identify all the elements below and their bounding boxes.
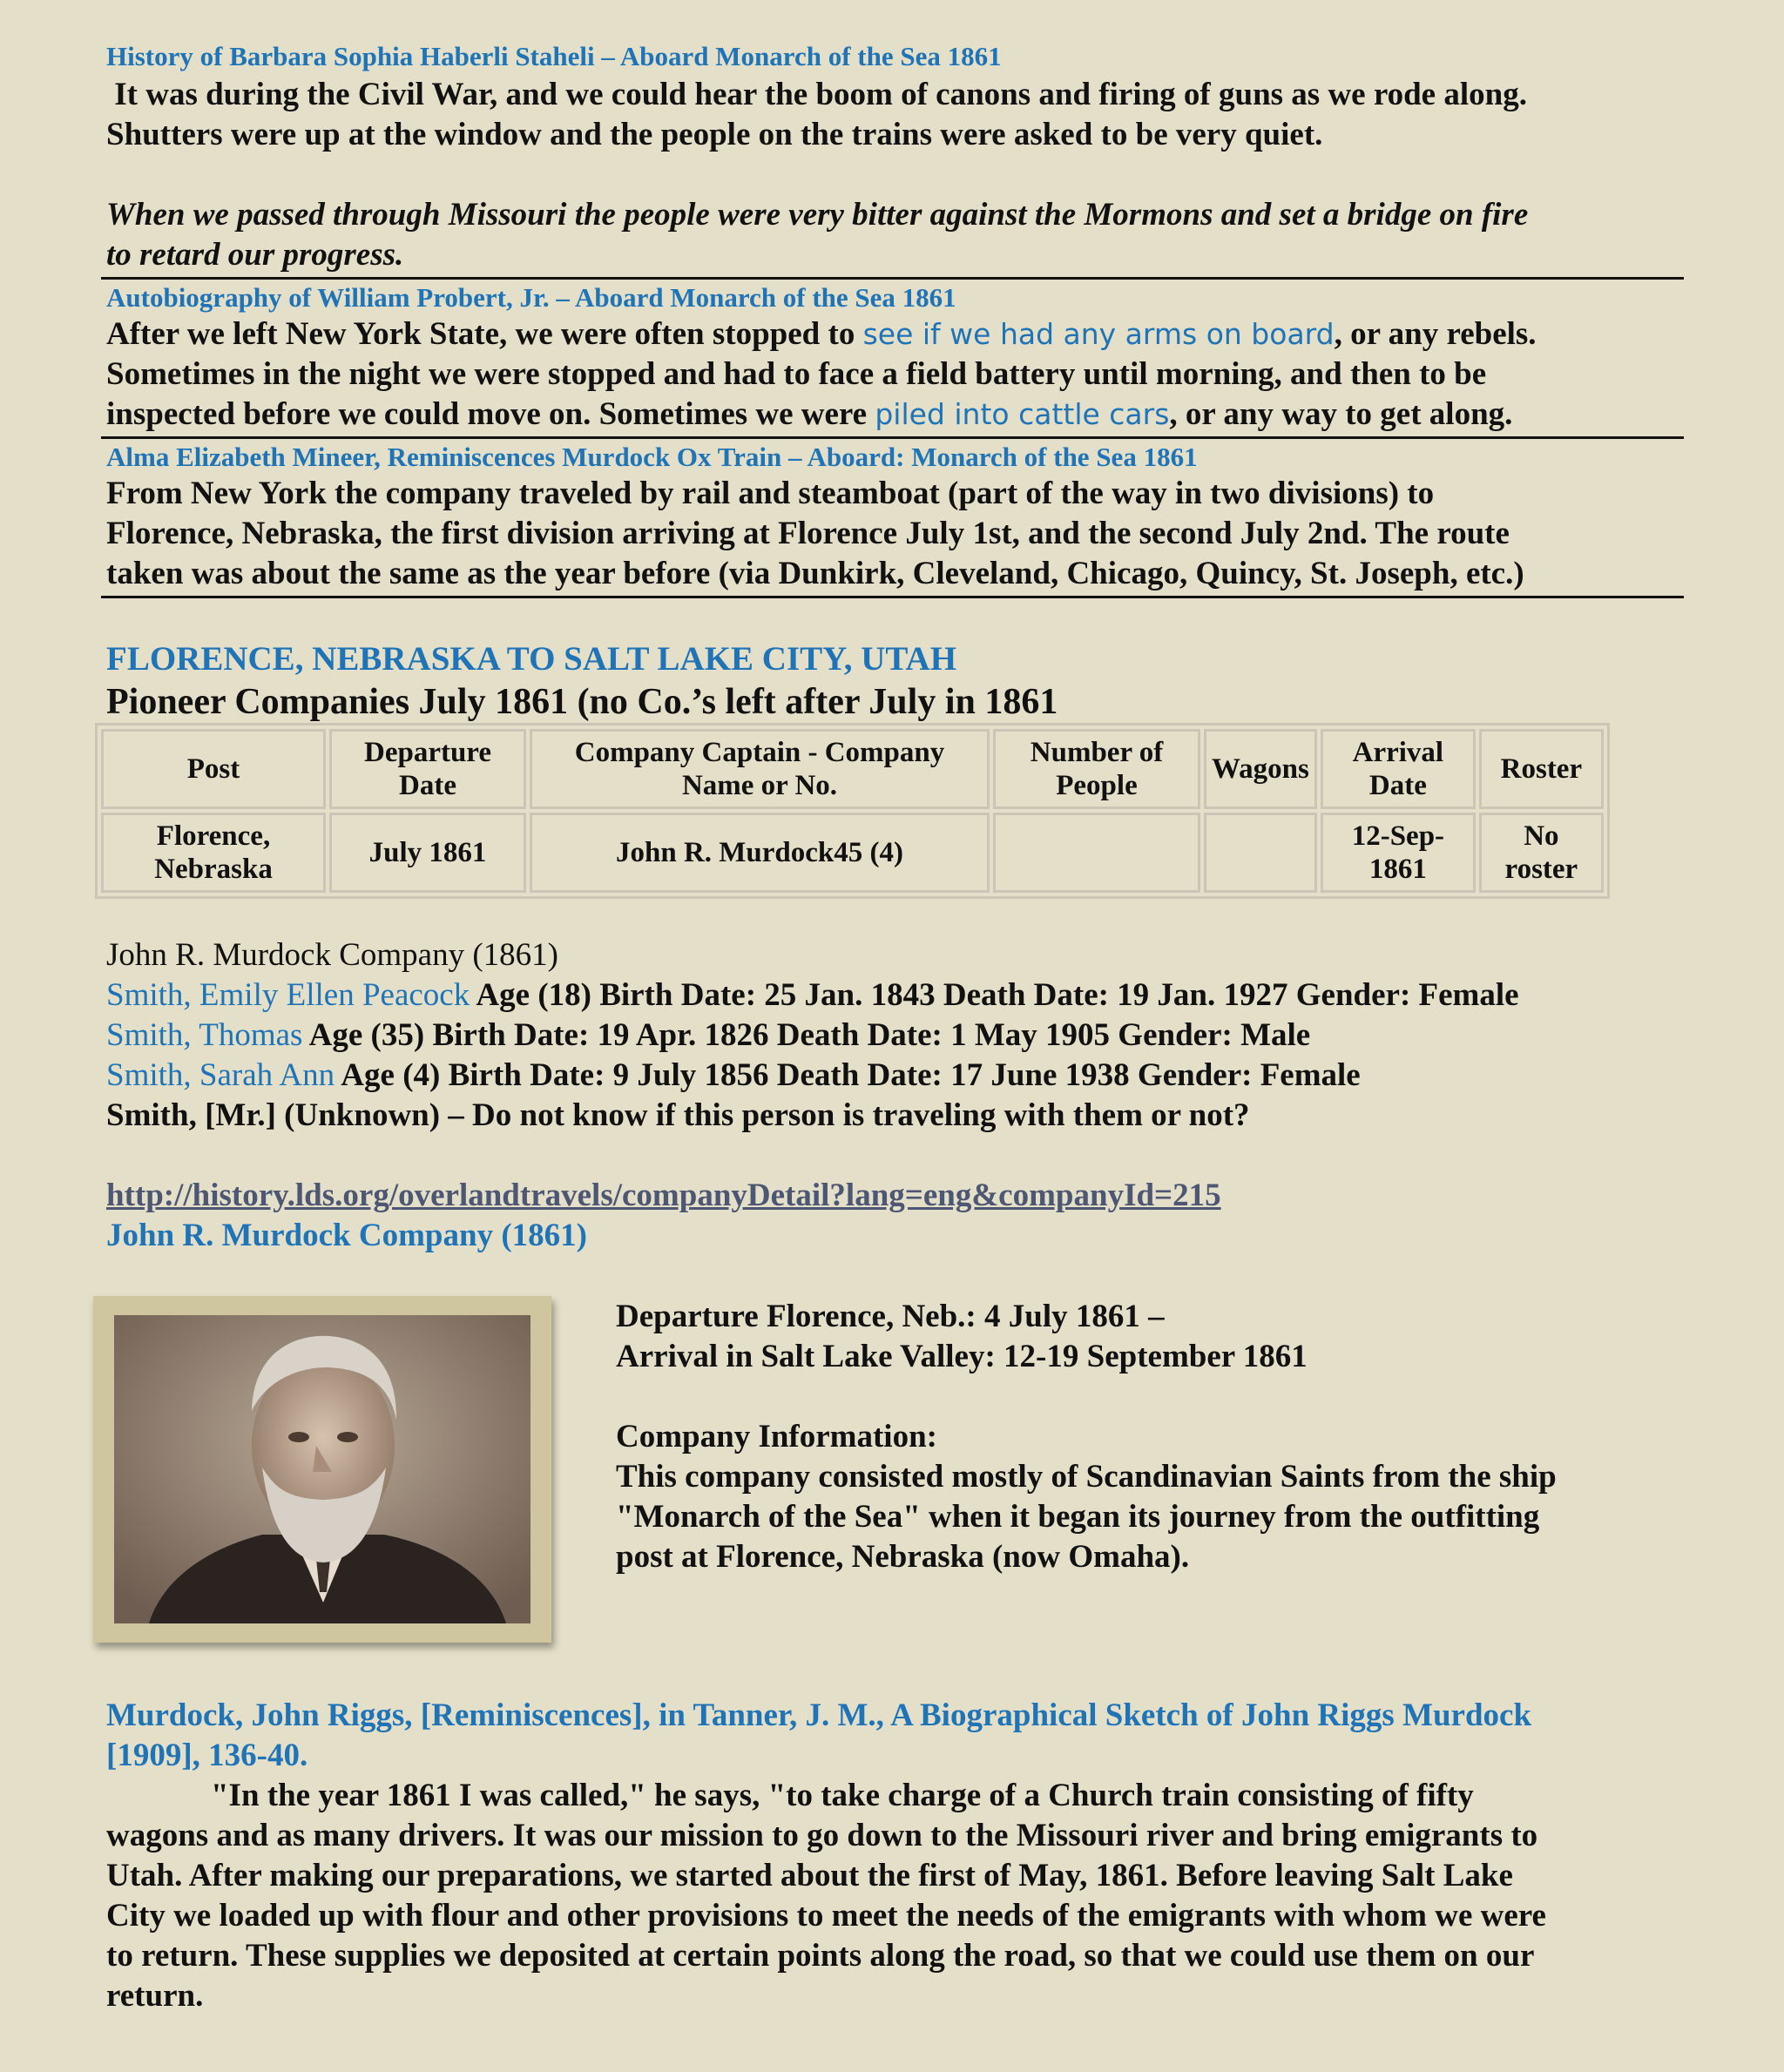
divider xyxy=(101,436,1684,439)
reminiscence-line: return. xyxy=(106,1978,204,2014)
probert-line-3a: inspected before we could move on. Sometimes we were xyxy=(106,396,875,432)
departure-info: Departure Florence, Neb.: 4 July 1861 – xyxy=(616,1299,1165,1334)
company-info-line: This company consisted mostly of Scandinavian Saints from the ship xyxy=(616,1459,1557,1495)
portrait-photo xyxy=(114,1315,530,1623)
col-people-l1: Number of xyxy=(1030,737,1164,768)
mineer-line-2: Florence, Nebraska, the first division arriving at Florence July 1st, and the second July 2nd. The route xyxy=(106,516,1510,551)
probert-line-2: Sometimes in the night we were stopped and had to face a field battery until morning, and then to be xyxy=(106,356,1487,392)
reminiscence-line: to return. These supplies we deposited at certain points along the road, so that we could use them on our xyxy=(106,1938,1535,1974)
probert-line-1 xyxy=(106,314,1700,354)
col-departure xyxy=(329,729,526,809)
company-info xyxy=(616,1297,1696,1577)
cell-arrival-l2: 1861 xyxy=(1368,854,1427,885)
cell-arrival-l1: 12-Sep- xyxy=(1351,820,1445,852)
col-arrival xyxy=(1321,729,1476,809)
member-row xyxy=(106,1016,1700,1056)
staheli-text xyxy=(106,75,1700,275)
company-info-line: "Monarch of the Sea" when it began its journey from the outfitting xyxy=(616,1499,1540,1535)
company-title: John R. Murdock Company (1861) xyxy=(106,937,558,973)
cattle-cars-text: piled into cattle cars xyxy=(875,397,1170,431)
link-label: John R. Murdock Company (1861) xyxy=(106,1218,587,1253)
link-block xyxy=(106,1176,1700,1256)
col-people-l2: People xyxy=(1056,770,1138,801)
col-departure-l2: Date xyxy=(399,770,456,801)
company-members xyxy=(106,935,1700,1136)
col-people xyxy=(993,729,1200,809)
member-row xyxy=(106,1056,1700,1096)
reminiscence-text xyxy=(106,1776,1700,2016)
source-citation-mineer: Alma Elizabeth Mineer, Reminiscences Murdock Ox Train – Aboard: Monarch of the Sea 1861 xyxy=(106,442,1198,472)
arrival-info: Arrival in Salt Lake Valley: 12-19 September 1861 xyxy=(616,1339,1308,1374)
source-citation-probert: Autobiography of William Probert, Jr. – Aboard Monarch of the Sea 1861 xyxy=(106,282,956,313)
table-header-row xyxy=(101,729,1604,809)
company-detail-link[interactable]: http://history.lds.org/overlandtravels/companyDetail?lang=eng&companyId=215 xyxy=(106,1178,1221,1213)
member-unknown: Smith, [Mr.] (Unknown) – Do not know if this person is traveling with them or not? xyxy=(106,1097,1250,1133)
probert-line-3 xyxy=(106,395,1700,435)
cell-post-l1: Florence, xyxy=(156,820,271,852)
cell-post xyxy=(101,813,326,893)
col-captain xyxy=(530,729,990,809)
col-departure-l1: Departure xyxy=(363,737,492,768)
reminiscence-line: wagons and as many drivers. It was our mission to go down to the Missouri river and bring emigrants to xyxy=(106,1818,1538,1853)
company-info-line: post at Florence, Nebraska (now Omaha). xyxy=(616,1539,1190,1575)
mineer-text xyxy=(106,474,1700,594)
reminiscence-line: Utah. After making our preparations, we started about the first of May, 1861. Before leaving Salt Lake xyxy=(106,1858,1513,1893)
pioneer-companies-table xyxy=(95,723,1610,899)
probert-line-1a: After we left New York State, we were often stopped to xyxy=(106,316,863,352)
cell-arrival xyxy=(1321,813,1476,893)
cell-roster xyxy=(1479,813,1604,893)
staheli-line-1: It was during the Civil War, and we could hear the boom of canons and firing of guns as we rode along. xyxy=(106,77,1527,112)
col-arrival-l2: Date xyxy=(1368,770,1427,801)
cell-post-l2: Nebraska xyxy=(154,854,273,885)
route-heading: FLORENCE, NEBRASKA TO SALT LAKE CITY, UTAH xyxy=(106,640,957,678)
table-row xyxy=(101,813,1604,893)
staheli-italic-2: to retard our progress. xyxy=(106,237,404,273)
col-wagons: Wagons xyxy=(1204,729,1317,809)
col-captain-l2: Name or No. xyxy=(681,770,838,801)
probert-text xyxy=(106,314,1700,435)
probert-line-3c: , or any way to get along. xyxy=(1169,396,1513,432)
staheli-italic-1: When we passed through Missouri the people were very bitter against the Mormons and set a bridge on fire xyxy=(106,197,1529,233)
divider xyxy=(101,277,1684,280)
member-details: Age (35) Birth Date: 19 Apr. 1826 Death Date: 1 May 1905 Gender: Male xyxy=(302,1017,1311,1053)
source-citation-staheli: History of Barbara Sophia Haberli Staheli – Aboard Monarch of the Sea 1861 xyxy=(106,41,1002,71)
member-name[interactable]: Smith, Sarah Ann xyxy=(106,1057,335,1093)
portrait-photo-frame xyxy=(93,1296,551,1643)
col-roster: Roster xyxy=(1479,729,1604,809)
company-info-heading: Company Information: xyxy=(616,1419,937,1454)
cell-departure: July 1861 xyxy=(329,813,526,893)
cell-wagons xyxy=(1204,813,1317,893)
cell-people xyxy=(993,813,1200,893)
citation-line-2: [1909], 136-40. xyxy=(106,1738,308,1773)
cell-roster-l1: No xyxy=(1524,820,1559,852)
mineer-line-3: taken was about the same as the year before (via Dunkirk, Cleveland, Chicago, Quincy, St. Joseph, etc.) xyxy=(106,556,1524,591)
reminiscence-citation xyxy=(106,1696,1700,1776)
citation-line-1: Murdock, John Riggs, [Reminiscences], in Tanner, J. M., A Biographical Sketch of John Riggs Murdock xyxy=(106,1697,1532,1733)
member-name[interactable]: Smith, Thomas xyxy=(106,1017,303,1053)
member-row xyxy=(106,975,1700,1016)
member-name[interactable]: Smith, Emily Ellen Peacock xyxy=(106,977,470,1013)
cell-captain: John R. Murdock45 (4) xyxy=(530,813,990,893)
reminiscence-line: "In the year 1861 I was called," he says, "to take charge of a Church train consisting of fifty xyxy=(211,1778,1474,1813)
col-arrival-l1: Arrival xyxy=(1352,737,1444,768)
col-post: Post xyxy=(101,729,326,809)
probert-line-1c: , or any rebels. xyxy=(1334,316,1537,352)
member-details: Age (4) Birth Date: 9 July 1856 Death Date: 17 June 1938 Gender: Female xyxy=(334,1057,1361,1093)
reminiscence-line: City we loaded up with flour and other provisions to meet the needs of the emigrants with whom we were xyxy=(106,1898,1546,1934)
cell-roster-l2: roster xyxy=(1504,854,1578,885)
col-captain-l1: Company Captain - Company xyxy=(574,737,945,768)
pioneer-heading: Pioneer Companies July 1861 (no Co.’s left after July in 1861 xyxy=(106,682,1058,722)
mineer-line-1: From New York the company traveled by rail and steamboat (part of the way in two divisions) to xyxy=(106,476,1435,511)
divider xyxy=(101,596,1684,598)
arms-link-text: see if we had any arms on board xyxy=(862,317,1335,351)
member-details: Age (18) Birth Date: 25 Jan. 1843 Death Date: 19 Jan. 1927 Gender: Female xyxy=(470,977,1519,1013)
staheli-line-2: Shutters were up at the window and the people on the trains were asked to be very quiet. xyxy=(106,117,1323,152)
